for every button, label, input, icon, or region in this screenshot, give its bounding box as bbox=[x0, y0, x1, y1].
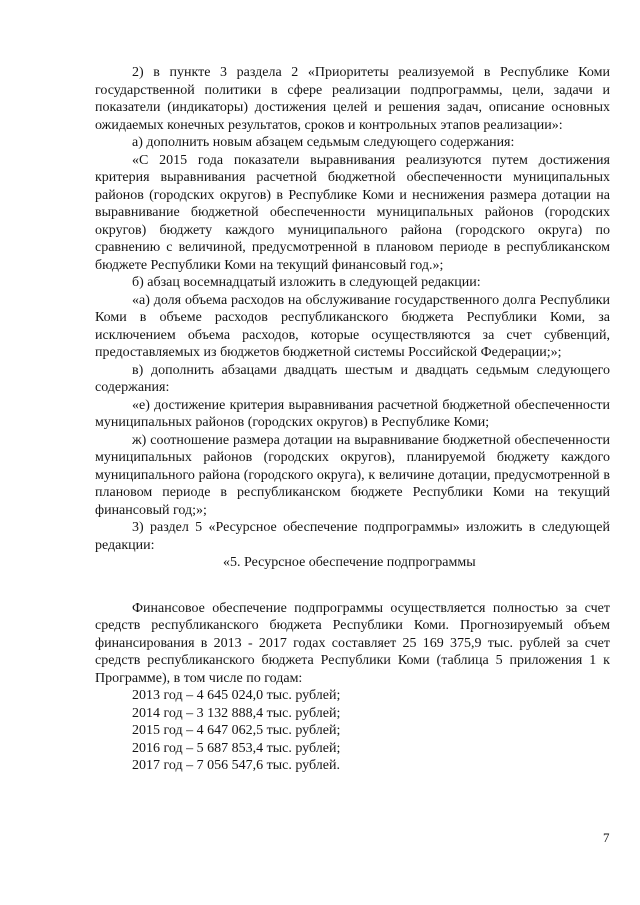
paragraph-amendment-2: 2) в пункте 3 раздела 2 «Приоритеты реализуемой в Республике Коми государственной политики в сфере реализации подпрограммы, цели, задачи и показатели (индикаторы) достижения целей и решения задач, описание основных ожидаемых конечных результатов, сроков и контрольных этапов реализации»: bbox=[95, 65, 610, 133]
paragraph-financing: Финансовое обеспечение подпрограммы осуществляется полностью за счет средств республиканского бюджета Республики Коми. Прогнозируемый объем финансирования в 2013 - 2017 годах составляет 25 169 375,9 тыс. рублей за счет средств республиканского бюджета Республики Коми (таблица 5 приложения 1 к Программе), в том числе по годам: bbox=[95, 600, 610, 686]
year-line-2016: 2016 год – 5 687 853,4 тыс. рублей; bbox=[132, 740, 341, 756]
paragraph-amendment-3: 3) раздел 5 «Ресурсное обеспечение подпрограммы» изложить в следующей редакции: bbox=[95, 520, 610, 553]
document-body bbox=[95, 64, 610, 775]
year-line-2014: 2014 год – 3 132 888,4 тыс. рублей; bbox=[132, 705, 341, 721]
year-line-2015: 2015 год – 4 647 062,5 тыс. рублей; bbox=[132, 723, 341, 738]
year-line-2017: 2017 год – 7 056 547,6 тыс. рублей. bbox=[132, 758, 340, 773]
page-number: 7 bbox=[603, 830, 610, 845]
paragraph-quote-2015: «С 2015 года показатели выравнивания реализуются путем достижения критерия выравнивания расчетной бюджетной обеспеченности муниципальных районов (городских округов) в Республике Коми и неснижения размера дотации на выравнивание бюджетной обеспеченности муниципальных районов (городских округов) бюджету каждого муниципального района (городского округа) по сравнению с величиной, предусмотренной в плановом периоде в республиканском бюджете Республики Коми на текущий финансовый год.»; bbox=[95, 152, 610, 273]
paragraph-item-v: в) дополнить абзацами двадцать шестым и двадцать седьмым следующего содержания: bbox=[95, 362, 610, 395]
paragraph-quote-zh: ж) соотношение размера дотации на выравнивание бюджетной обеспеченности муниципальных районов (городских округов), планируемой бюджету каждого муниципального района (городского округа), к величине дотации, предусмотренной в плановом периоде в республиканском бюджете Республики Коми на текущий финансовый год;»; bbox=[95, 432, 610, 518]
paragraph-item-a: а) дополнить новым абзацем седьмым следующего содержания: bbox=[132, 135, 515, 150]
paragraph-quote-a: «а) доля объема расходов на обслуживание государственного долга Республики Коми в объеме расходов республиканского бюджета Республики Коми, за исключением объема расходов, которые осуществляются за счет субвенций, предоставляемых из бюджетов бюджетной системы Российской Федерации;»; bbox=[95, 292, 610, 360]
paragraph-quote-e: «е) достижение критерия выравнивания расчетной бюджетной обеспеченности муниципальных районов (городских округов) в Республике Коми; bbox=[95, 397, 610, 430]
year-line-2013: 2013 год – 4 645 024,0 тыс. рублей; bbox=[132, 688, 341, 703]
paragraph-item-b: б) абзац восемнадцатый изложить в следующей редакции: bbox=[132, 275, 481, 290]
section-spacer bbox=[95, 572, 610, 600]
section-heading: «5. Ресурсное обеспечение подпрограммы bbox=[223, 555, 476, 570]
